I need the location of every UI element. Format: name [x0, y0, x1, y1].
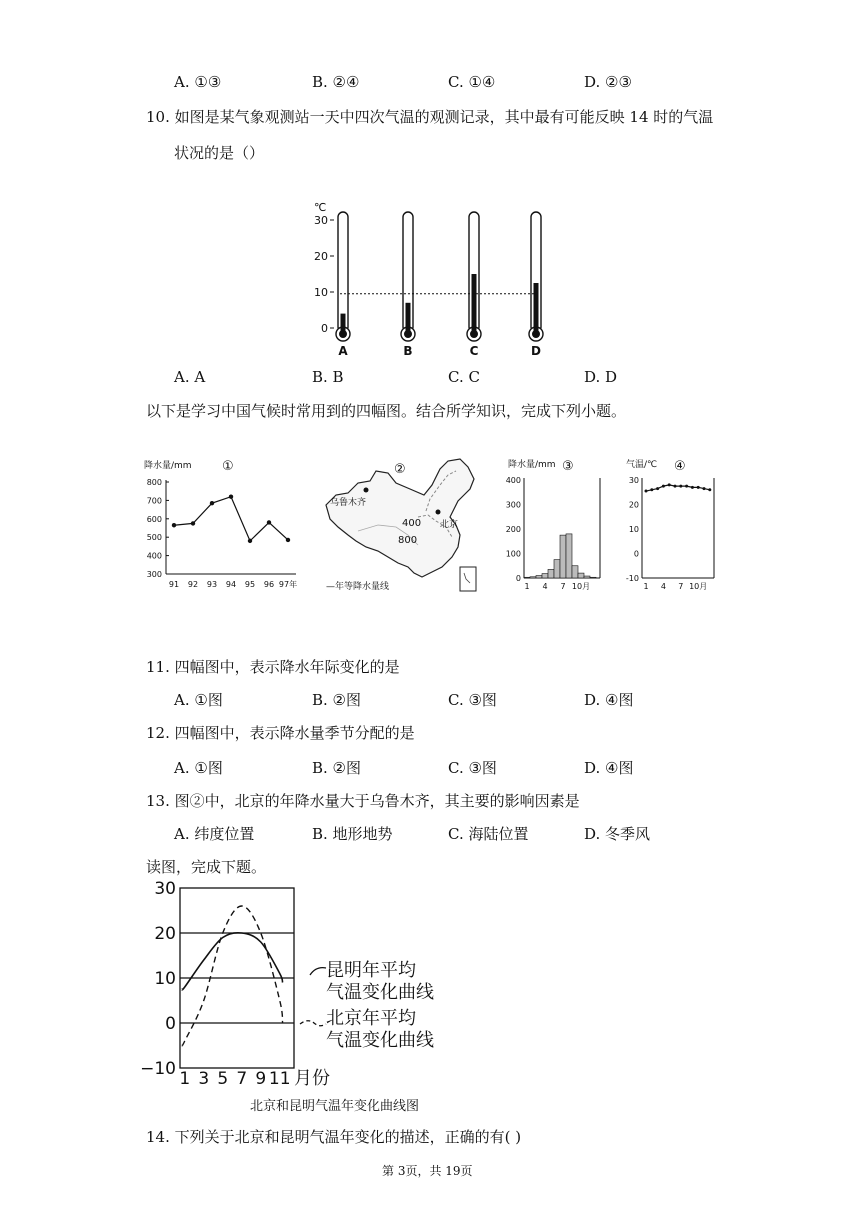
- fig3-x-tick: 4: [542, 582, 548, 591]
- fig1-point: [267, 520, 271, 524]
- fig3-y-tick: 200: [505, 525, 521, 534]
- fig3-badge: ③: [562, 459, 574, 474]
- thermometer-reading: [341, 314, 346, 334]
- fig1-badge: ①: [222, 459, 234, 474]
- fig1-point: [191, 521, 195, 525]
- thermometer-reading: [534, 283, 539, 334]
- page-footer: 第 3页，共 19页: [382, 1164, 473, 1178]
- fig4-ylabel: 气温/℃: [626, 460, 658, 470]
- fig1-point: [210, 501, 214, 505]
- fig4-y-tick: 10: [628, 525, 639, 534]
- fig4-y-tick: 0: [633, 549, 639, 559]
- fig5-y-tick: 20: [154, 924, 176, 944]
- fig3-x-tick: 1: [524, 582, 530, 591]
- fig3-y-tick: 400: [505, 476, 521, 485]
- fig1-x-tick: 92: [187, 580, 199, 589]
- q13-option-a: A. 纬度位置: [174, 825, 255, 843]
- q10-option-a: A. A: [174, 368, 206, 386]
- q11-option-c: C. ③图: [448, 691, 497, 709]
- beijing-curve: [182, 906, 283, 1046]
- q9-option-d: D. ②③: [584, 73, 632, 91]
- fig4-point: [668, 483, 671, 486]
- fig1-x-tick: 96: [263, 580, 275, 589]
- fig1-y-tick: 300: [146, 570, 162, 579]
- fig1-point: [172, 523, 176, 527]
- fig3-bar: [578, 573, 584, 578]
- fig3-precip-monthly: [500, 456, 610, 596]
- fig5-caption: 北京和昆明气温年变化曲线图: [250, 1099, 420, 1114]
- fig1-precip-interannual: [140, 456, 300, 591]
- fig4-point: [685, 485, 688, 488]
- q12-option-b: B. ②图: [312, 759, 362, 777]
- q9-option-b: B. ②④: [312, 73, 360, 91]
- fig4-temperature-monthly: [622, 456, 722, 596]
- isohyet-400: 400: [402, 518, 422, 529]
- q14-stem: 14. 下列关于北京和昆明气温年变化的描述，正确的有( ): [146, 1128, 522, 1146]
- fig3-bar: [524, 577, 530, 578]
- q9-option-c: C. ①④: [448, 73, 496, 91]
- fig1-point: [286, 538, 290, 542]
- q11-option-b: B. ②图: [312, 691, 362, 709]
- climate-intro: 以下是学习中国气候时常用到的四幅图。结合所学知识，完成下列小题。: [146, 402, 627, 420]
- fig4-point: [691, 486, 694, 489]
- fig4-y-tick: 20: [628, 500, 639, 510]
- fig1-point: [229, 495, 233, 499]
- fig3-bar: [548, 569, 554, 578]
- q12-option-a: A. ①图: [174, 759, 223, 777]
- beijing-leader: [300, 1021, 326, 1026]
- thermo-label: C: [469, 344, 479, 358]
- city-beijing: 北京: [440, 520, 459, 530]
- fig1-x-tick: 97年: [278, 580, 298, 589]
- fig3-ylabel: 降水量/mm: [508, 460, 556, 470]
- fig5-x-tick: 1: [179, 1069, 191, 1089]
- fig4-series-line: [646, 485, 710, 491]
- fig1-x-tick: 93: [206, 580, 218, 589]
- fig3-bar: [542, 574, 548, 578]
- kunming-leader: [310, 968, 326, 975]
- y-tick: 10: [314, 286, 328, 299]
- fig4-point: [708, 488, 711, 491]
- fig1-ylabel: 降水量/mm: [144, 461, 192, 471]
- q10-option-d: D. D: [584, 368, 618, 386]
- fig3-bar: [584, 576, 590, 578]
- fig1-series-line: [174, 497, 288, 541]
- q13-stem: 13. 图②中，北京的年降水量大于乌鲁木齐，其主要的影响因素是: [146, 792, 580, 810]
- city-urumqi: 乌鲁木齐: [330, 498, 367, 508]
- q10-option-b: B. B: [312, 368, 344, 386]
- fig4-point: [645, 490, 648, 493]
- fig3-x-tick: 7: [560, 582, 566, 591]
- fig2-badge: ②: [394, 462, 406, 477]
- south-sea-inset: [460, 567, 476, 591]
- read-intro: 读图，完成下题。: [146, 858, 267, 876]
- fig1-point: [248, 539, 252, 543]
- fig3-y-tick: 300: [505, 500, 521, 510]
- q13-option-d: D. 冬季风: [584, 825, 651, 843]
- legend-kunming-2: 气温变化曲线: [326, 982, 434, 1003]
- q13-option-c: C. 海陆位置: [448, 825, 529, 843]
- legend-beijing-1: 北京年平均: [326, 1008, 416, 1029]
- fig3-bar: [590, 577, 596, 578]
- fig4-x-tick: 10月: [689, 582, 708, 591]
- fig5-temperature-curves: [140, 878, 460, 1094]
- fig4-point: [679, 485, 682, 488]
- isohyet-800: 800: [398, 535, 418, 546]
- q10-option-c: C. C: [448, 368, 480, 386]
- fig5-y-tick: −10: [140, 1059, 176, 1079]
- fig3-bar: [554, 560, 560, 578]
- q12-option-c: C. ③图: [448, 759, 497, 777]
- q9-option-a: A. ①③: [174, 73, 222, 91]
- fig5-y-tick: 0: [165, 1014, 176, 1034]
- fig1-y-tick: 600: [146, 514, 162, 524]
- fig1-x-tick: 95: [244, 580, 256, 589]
- kunming-curve: [182, 933, 283, 990]
- fig1-x-tick: 94: [225, 580, 237, 589]
- legend-kunming-1: 昆明年平均: [326, 960, 416, 981]
- fig3-bar: [560, 535, 566, 578]
- q11-option-a: A. ①图: [174, 691, 223, 709]
- q11-stem: 11. 四幅图中，表示降水年际变化的是: [146, 658, 400, 676]
- fig3-bar: [566, 534, 572, 578]
- fig1-y-tick: 400: [146, 551, 162, 561]
- fig5-y-tick: 30: [154, 879, 176, 899]
- q12-option-d: D. ④图: [584, 759, 634, 777]
- fig4-point: [650, 488, 653, 491]
- thermometer-figure: [300, 196, 560, 360]
- fig5-x-tick: 11: [268, 1069, 291, 1089]
- fig4-point: [703, 487, 706, 490]
- fig5-x-tick: 7: [236, 1069, 248, 1089]
- fig3-bar: [572, 566, 578, 578]
- fig3-bar: [536, 576, 542, 578]
- fig2-china-map: [318, 455, 496, 597]
- fig4-point: [662, 485, 665, 488]
- q10-stem-line1: 10. 如图是某气象观测站一天中四次气温的观测记录，其中最有可能反映 14 时的气温: [146, 108, 714, 126]
- fig1-y-tick: 700: [146, 496, 162, 506]
- fig4-x-tick: 4: [660, 582, 666, 591]
- fig3-y-tick: 100: [505, 549, 521, 559]
- fig1-x-tick: 91: [168, 580, 180, 589]
- thermo-label: B: [403, 344, 413, 358]
- fig3-bar: [530, 577, 536, 578]
- thermometer-reading: [472, 274, 477, 334]
- y-tick: 30: [314, 214, 328, 227]
- urumqi-point: [364, 488, 369, 493]
- unit-label: ℃: [314, 201, 327, 214]
- fig4-point: [656, 487, 659, 490]
- y-tick: 20: [314, 250, 328, 263]
- thermo-label: D: [531, 344, 541, 358]
- q13-option-b: B. 地形地势: [312, 825, 393, 843]
- fig3-x-tick: 10月: [571, 582, 591, 591]
- fig5-x-tick: 5: [217, 1069, 229, 1089]
- fig5-xunit: 月份: [294, 1068, 330, 1089]
- thermo-label: A: [338, 344, 348, 358]
- fig4-y-tick: 30: [628, 476, 639, 485]
- fig4-x-tick: 1: [643, 582, 649, 591]
- q11-option-d: D. ④图: [584, 691, 634, 709]
- fig1-y-tick: 500: [146, 533, 162, 543]
- fig4-x-tick: 7: [678, 582, 684, 591]
- fig5-x-tick: 9: [255, 1069, 267, 1089]
- fig3-y-tick: 0: [515, 574, 521, 583]
- fig1-y-tick: 800: [146, 478, 162, 487]
- fig5-x-tick: 3: [198, 1069, 210, 1089]
- fig4-point: [674, 485, 677, 488]
- legend-beijing-2: 气温变化曲线: [326, 1030, 434, 1051]
- fig4-badge: ④: [674, 459, 686, 474]
- q10-stem-line2: 状况的是（）: [174, 144, 265, 162]
- beijing-point: [436, 510, 441, 515]
- y-tick: 0: [321, 322, 328, 335]
- fig2-legend: —年等降水量线: [326, 582, 390, 592]
- fig4-point: [697, 486, 700, 489]
- fig4-y-tick: -10: [625, 574, 639, 583]
- fig5-y-tick: 10: [154, 969, 176, 989]
- q12-stem: 12. 四幅图中，表示降水量季节分配的是: [146, 724, 415, 742]
- thermometer-reading: [406, 303, 411, 334]
